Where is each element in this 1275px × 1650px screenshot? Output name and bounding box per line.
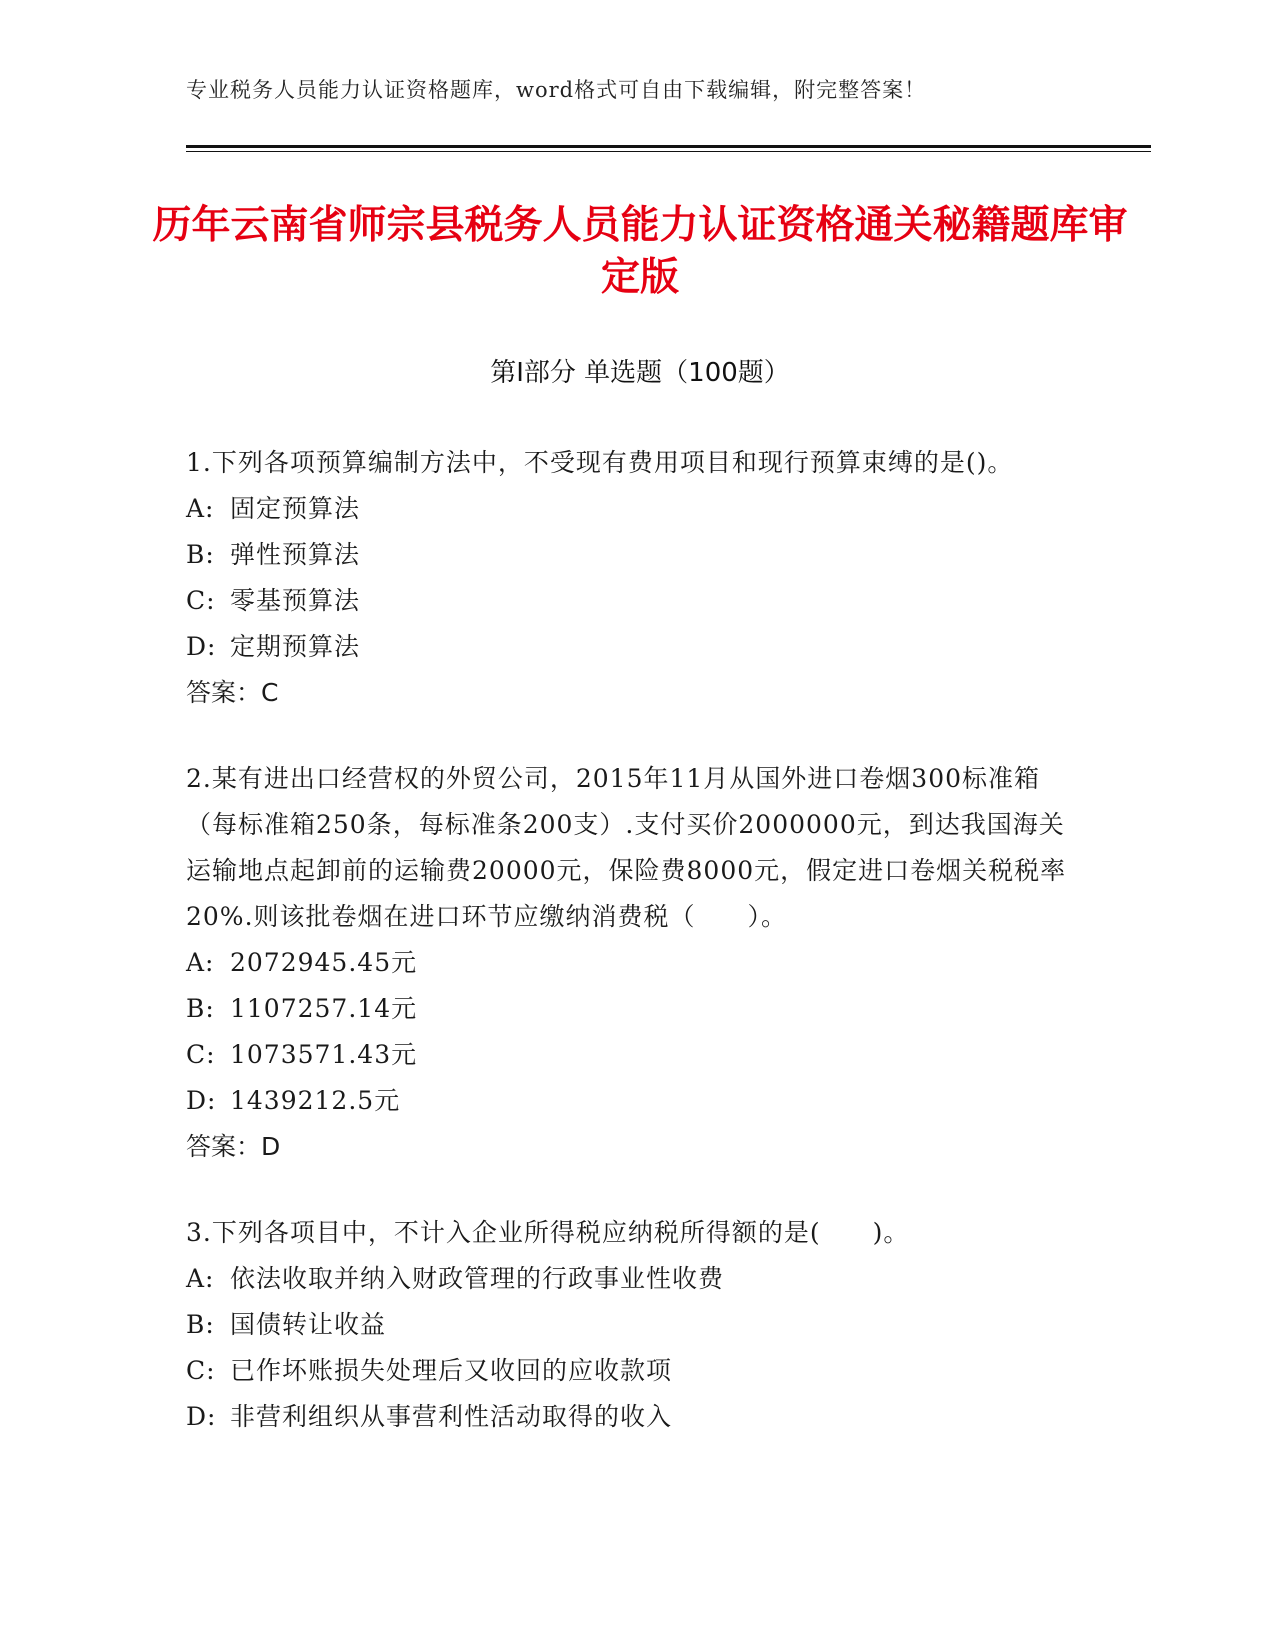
option-b: [186, 986, 1086, 1032]
option-letter: D:: [186, 1402, 217, 1431]
option-text: 零基预算法: [230, 586, 361, 615]
option-letter: A:: [186, 1264, 215, 1293]
option-text: 1107257.14元: [230, 994, 418, 1023]
header-note: 专业税务人员能力认证资格题库，word格式可自由下载编辑，附完整答案！: [186, 78, 927, 102]
option-a: [186, 486, 1086, 532]
question-1: [186, 440, 1086, 716]
section-title: 第Ⅰ部分 单选题（100题）: [490, 358, 790, 388]
option-text: 固定预算法: [230, 494, 361, 523]
question-stem: 2.某有进出口经营权的外贸公司，2015年11月从国外进口卷烟300标准箱（每标准箱250条，每标准条200支）.支付买价2000000元，到达我国海关运输地点起卸前的运输费20000元，保险费8000元，假定进口卷烟关税税率20%.则该批卷烟在进口环节应缴纳消费税（ ）。: [186, 764, 1067, 931]
option-a: [186, 940, 1086, 986]
document-title: 历年云南省师宗县税务人员能力认证资格通关秘籍题库审定版: [152, 203, 1128, 300]
option-text: 已作坏账损失处理后又收回的应收款项: [230, 1356, 673, 1385]
option-letter: B:: [186, 1310, 215, 1339]
option-text: 定期预算法: [230, 632, 361, 661]
option-letter: D:: [186, 1086, 217, 1115]
option-text: 非营利组织从事营利性活动取得的收入: [230, 1402, 673, 1431]
question-stem: 1.下列各项预算编制方法中，不受现有费用项目和现行预算束缚的是()。: [186, 448, 1014, 477]
option-c: [186, 1348, 1086, 1394]
question-3: [186, 1210, 1086, 1440]
option-letter: A:: [186, 948, 215, 977]
question-stem: 3.下列各项目中，不计入企业所得税应纳税所得额的是( )。: [186, 1218, 910, 1247]
option-letter: C:: [186, 586, 216, 615]
option-letter: D:: [186, 632, 217, 661]
option-text: 依法收取并纳入财政管理的行政事业性收费: [230, 1264, 725, 1293]
option-b: [186, 532, 1086, 578]
option-text: 弹性预算法: [230, 540, 361, 569]
option-d: [186, 624, 1086, 670]
option-letter: A:: [186, 494, 215, 523]
option-c: [186, 1032, 1086, 1078]
header-rule-thick: [186, 145, 1151, 148]
option-text: 2072945.45元: [230, 948, 418, 977]
option-letter: C:: [186, 1040, 216, 1069]
header-rule-thin: [186, 151, 1151, 152]
question-list: [186, 440, 1086, 1480]
answer: 答案：D: [186, 1132, 281, 1161]
option-text: 1073571.43元: [230, 1040, 418, 1069]
option-letter: C:: [186, 1356, 216, 1385]
option-c: [186, 578, 1086, 624]
option-letter: B:: [186, 540, 215, 569]
option-text: 1439212.5元: [230, 1086, 401, 1115]
answer: 答案：C: [186, 678, 279, 707]
option-b: [186, 1302, 1086, 1348]
option-a: [186, 1256, 1086, 1302]
option-letter: B:: [186, 994, 215, 1023]
option-d: [186, 1078, 1086, 1124]
option-d: [186, 1394, 1086, 1440]
option-text: 国债转让收益: [230, 1310, 387, 1339]
question-2: [186, 756, 1086, 1170]
